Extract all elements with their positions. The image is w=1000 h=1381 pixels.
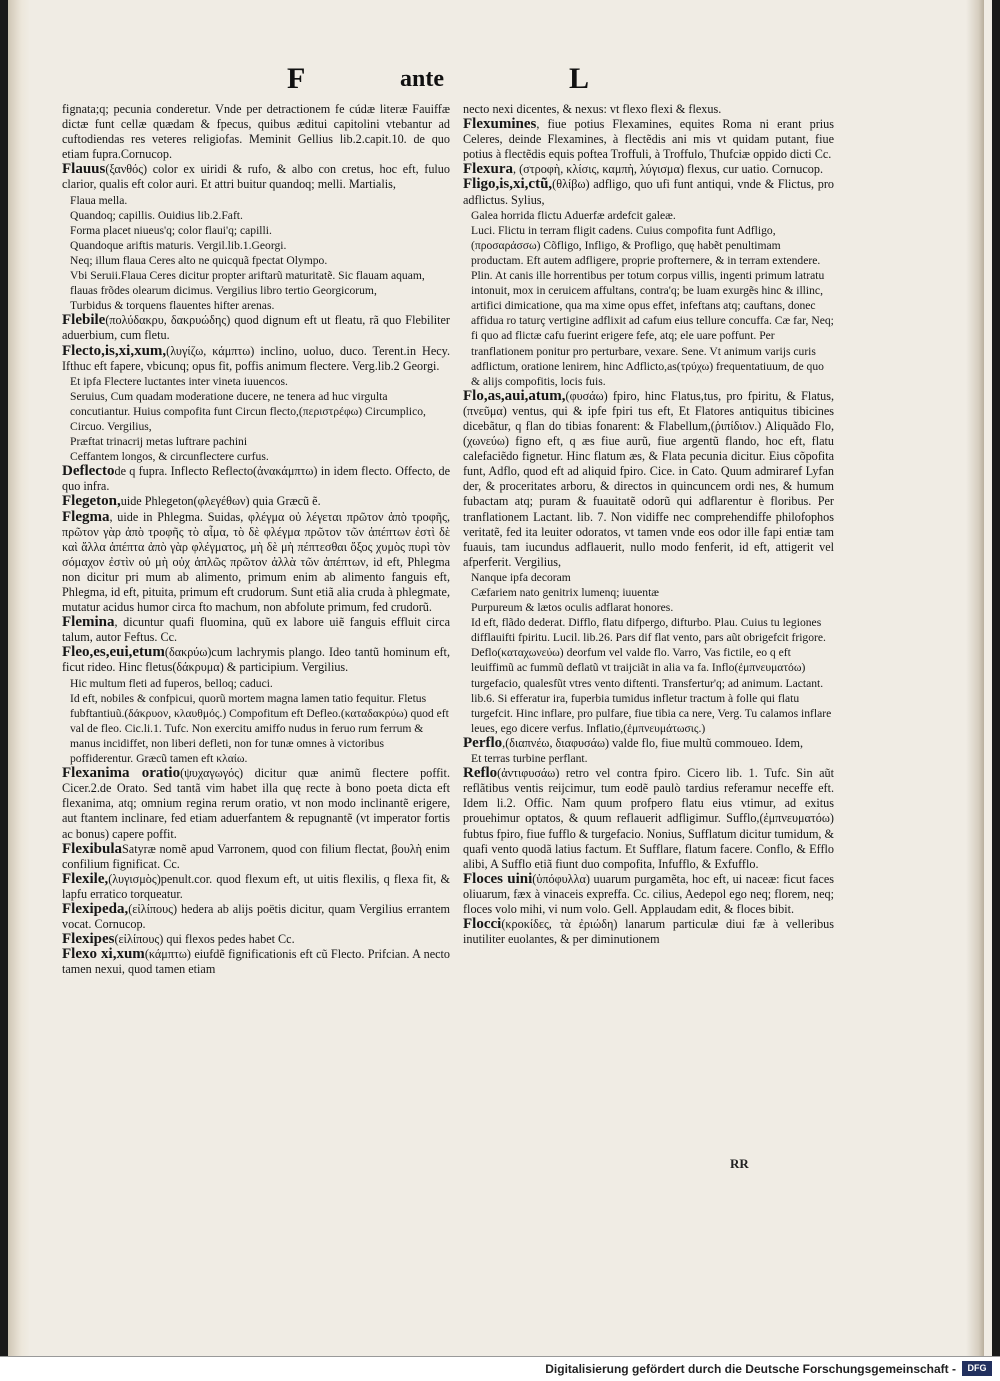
dictionary-entry [62, 932, 450, 947]
entry-text: (ξανθός) color ex uiridi & rufo, & albo con cretus, hoc eft, fuluo clarior, qualis eft color auri. Et attri buitur quandoq; melli. Martialis, [62, 162, 450, 192]
dictionary-entry [62, 615, 450, 645]
entry-headword: Flexo xi,xum [62, 946, 145, 963]
entry-headword: Flexanima oratio [62, 765, 181, 782]
entry-headword: Flegma [62, 508, 110, 525]
entry-text: , dicuntur quafi fluomina, quũ ex labore uiẽ fanguis effluit circa talum, autor Feftus. Cc. [62, 615, 450, 645]
quotation-line: Vbi Seruii.Flaua Ceres dicitur propter ariftarũ maturitatẽ. Sic flauam aquam, flauas frõdes olearum dicimus. Vergilius libro tertio Georgicorum, [70, 269, 425, 298]
entry-text: (δακρύω)cum lachrymis plango. Ideo tantũ hominum eft, ficut rideo. Hinc fletus(δάκρυμα) & participium. Vergilius. [62, 645, 450, 675]
entry-text: fignata;q; pecunia conderetur. Vnde per detractionem fe cúdæ literæ Fauiffæ dictæ funt cellæ quædam & fpecus, quibus æditui capitolini vtebantur ad cuftodiendas res veteres religiofas. Meminit Gellius lib.2.capit.10. de quo etiam fupra.Cornucop. [62, 102, 450, 162]
dfg-logo-icon: DFG [962, 1361, 992, 1376]
entry-headword: Fleo,es,eui,etum [62, 644, 165, 661]
entry-headword: Flexile, [62, 870, 109, 887]
dictionary-entry [62, 162, 450, 192]
dictionary-entry [463, 177, 834, 207]
entry-text: (ὑπόφυλλα) uuarum purgamẽta, hoc eft, ui naceæ: ficut faces oliuarum, fæx à vinaceis expreffa. Cc. cilius, Aedepol ego neq; florem, neq; floces volo mihi, vi num volo. Gell. Applaudam edit, & floces bibit. [463, 871, 834, 916]
quotation-line: Ceffantem longos, & circunflectere curfus. [70, 450, 269, 464]
dictionary-entry [463, 102, 834, 117]
dictionary-entry [62, 766, 450, 841]
dictionary-entry [463, 389, 834, 570]
page-gutter-left [8, 0, 30, 1356]
dictionary-entry [463, 917, 834, 947]
dictionary-entry [62, 494, 450, 509]
quotation-line: Forma placet niueus'q; color flaui'q; capilli. [70, 223, 272, 237]
page-gutter-right [966, 0, 984, 1356]
entry-headword: Deflecto [62, 463, 115, 480]
entry-text: (πολύδακρυ, δακρυώδης) quod dignum eft ut fleatu, rã quo Flebiliter aduerbium, cum fletu. [62, 313, 450, 343]
dictionary-entry [62, 344, 450, 374]
entry-headword: Flecto,is,xi,xum, [62, 342, 167, 359]
dictionary-entry [463, 872, 834, 917]
entry-headword: Perflo [463, 734, 503, 751]
quotation-line: Cæfariem nato genitrix lumenq; iuuentæ [471, 586, 660, 599]
quotation-line: Quandoq; capillis. Ouidius lib.2.Faft. [70, 208, 243, 222]
dictionary-entry [62, 102, 450, 162]
quotation-line: Neq; illum flaua Ceres alto ne quicquã fpectat Olympo. [70, 253, 328, 267]
dictionary-entry [62, 464, 450, 494]
quotation-line: Quandoque ariftis maturis. Vergil.lib.1.Georgi. [70, 238, 287, 252]
entry-headword: Flexura [463, 161, 513, 178]
entry-headword: Flauus [62, 161, 106, 178]
entry-text: (φυσάω) fpiro, hinc Flatus,tus, pro fpiritu, & Flatus,(πνεῦμα) ventus, qui & ipfe fpiri tus eft, Et Flatores antiquitus tibicines dicebãtur, q flan do tibias fonarent: & Flabellum,(ῥιπίδιον.) Aliquãdo Flo,(χωνεύω) figno eft, q æs fiue aurũ, fiue argentũ flando, hoc eft, flatu calefaciẽdo fignetur. Hinc flatum æs, & Flata pecunia dicitur. Eius cõpofita funt, Adflo, quod eft ad aliquid fpiro. Cice. in Cato. Quum admiraref Lyfan der, & proceritates arboru, & directos in quincuncem ordi nes, & humum fubactam atq; puram & fuauitatẽ odorũ qui adflarentur è floribus. Per tranflationem Lactant. lib. 7. Non vidiffe nec comprehendiffe philofophos veritatẽ, fed ita leuiter odoratos, vt tamen vnde eos odor ille fapi entiæ tam fuauis, tam iucundus adflauerit, nullo modo fenferit, id eft, attigerit vel afperferit. Vergilius, [463, 388, 834, 569]
entry-headword: Reflo [463, 765, 498, 782]
entry-text: (κάμπτω) eiufdẽ fignificationis eft cũ Flecto. Prifcian. A necto tamen nexui, quod tamen etiam [62, 947, 450, 977]
catchword: RR [730, 1156, 749, 1171]
footer-bar [0, 1356, 1000, 1381]
quotation-line: Et terras turbine perflant. [471, 752, 588, 766]
entry-text: (κροκίδες, τὰ ἐριώδη) lanarum particulæ diui fæ à velleribus inutiliter euolantes, & per diminutionem [463, 917, 834, 947]
entry-text: , (στροφὴ, κλίσις, καμπὴ, λύγισμα) flexus, cur uatio. Cornucop. [513, 162, 824, 177]
quotation-line: Galea horrida flictu Aduerfæ ardefcit galeæ. [471, 208, 676, 222]
quotation-line: Luci. Flictu in terram fligit cadens. Cuius compofita funt Adfligo,(προσαράσσω) Cõfligo, Infligo, & Profligo, quę habẽt penultimam productam. Eft autem adfligere, proprie profternere, & in terram extendere. Plin. At canis ille horrentibus per totum corpus villis, ingenti primum latratu intonuit, mox in ceruicem affultans, contra'q; be luam exurgẽs hinc & illinc, artifici dimicatione, qua ma xime opus effet, infeftans atq; cauftans, donec affidua ro taturç vertigine adflixit ad cafum eius tellure concuffa. Cæ far, Neq; fi quo ad flictæ cafu fuerint erigere fefe, atq; ele uare poffunt. Per tranflationem ponitur pro perturbare, vexare. Sene. Vt animum varijs curis adflictum, oratione lenirem, hinc Adflicto,as(τρύχω) frequentatiuum, de quo & alijs compofitis, locis fuis. [471, 223, 834, 388]
dictionary-entry [463, 736, 834, 751]
right-column [463, 102, 834, 947]
entry-text: , uide in Phlegma. Suidas, φλέγμα οὐ λέγεται πρῶτον ἀπὸ τροφῆς, πρῶτον γὰρ ἀπὸ τροφῆς τὸ αἷμα, τὸ δὲ φλέγμα πρῶτον τῶν ἀπέπτων ἐστὶ δὲ καὶ ἄλλα ἀπέπτα ἀπὸ γὰρ φλέγματος, μὴ δὲ μὴ πέπτεσθαι ὄξος χυμὸς πυρὶ τὸν σόμαχον ἐστὶν οὐ μὴ οὐχ ἁπλῶς πρῶτον ἀλλὰ τῶν ἀπέπτων, id eft, Phlegma non dicitur pri mum ab alimento, primum enim ab alimento fanguis eft, Phlegma, id eft, pituita, primum eft crudorum. Sunt etiã alia cruda à phlegmate, mutatur acidus humor circa fto machum, non abfolute primum, fed crudorũ. [62, 509, 450, 615]
quotation-line: Nanque ipfa decoram [471, 570, 571, 584]
quotation-line: Turbidus & torquens flauentes hifter arenas. [70, 299, 275, 313]
dictionary-entry [62, 645, 450, 675]
entry-text: (ψυχαγωγός) dicitur quæ animũ flectere poffit. Cicer.2.de Orato. Sed tantã vim habet illa quę recte à bono poeta dicta eft flexanima, atq; omnium regina rerum oratio, vt non modo inclinantẽ erigere, aut ftantem inclinare, fed etiam aduerfantem & repugnantẽ (vt imperator fortis ac bonus) capere poffit. [62, 766, 450, 841]
footer-credit: Digitalisierung gefördert durch die Deutsche Forschungsgemeinschaft - [545, 1362, 956, 1376]
entry-headword: Flo,as,aui,atum, [463, 387, 566, 404]
quotation-line: Purpureum & lætos oculis adflarat honores. [471, 601, 674, 615]
header-right-letter: L [569, 62, 590, 95]
entry-headword: Flexipeda, [62, 900, 129, 917]
entry-headword: Flebile [62, 312, 106, 329]
entry-text: (εἰλίπους) hedera ab alijs poëtis dicitur, quam Vergilius errantem vocat. Cornucop. [62, 901, 450, 932]
entry-headword: Flexibula [62, 840, 123, 857]
entry-text: Satyræ nomẽ apud Varronem, quod con filium flectat, βουλὴ enim confilium fignificat. Cc. [62, 841, 450, 871]
entry-headword: Flemina [62, 614, 115, 631]
entry-text: (λυγίζω, κάμπτω) inclino, uoluo, duco. Terent.in Hecy. Ifthuc eft fapere, vbicunq; opus fit, poffis animum flectere. Verg.lib.2 Georgi. [62, 343, 450, 373]
entry-text: , fiue potius Flexamines, equites Roma ni erant prius Celeres, deinde Flexamines, à flectẽdis ani mis vt quidam putant, fiue potius à flectẽdis equis poftea Troffuli, à Troffulo, Thufciæ oppido dicti Cc. [463, 117, 834, 162]
entry-text: (θλίβω) adfligo, quo ufi funt antiqui, vnde & Flictus, pro adflictus. Sylius, [463, 177, 834, 207]
running-header [0, 62, 1000, 102]
entry-headword: Flocci [463, 916, 502, 933]
entry-text: (ἀντιφυσάω) retro vel contra fpiro. Cicero lib. 1. Tufc. Sin aũt reflãtibus ventis reijcimur, tum eodẽ paulò tardius referamur neceffe eft. Idem li.2. Offic. Nam quum profpero flatu eius vtimur, ad exitus prouehimur optatos, & quum reflauerit adfligimur. Sufflo,(ἐμπνευματόω) fubtus fpiro, fiue fufflo & turgefacio. Nonius, Sufflatum dicitur tumidum, & quafi vento quodã latius factum. Et Sufflare, flatum facere. Conflo, & Efflo alibi, A Sufflo etiã fiunt duo compofita, Infufflo, & Exfufflo. [463, 766, 834, 871]
entry-headword: Flegeton, [62, 493, 121, 510]
dictionary-entry [62, 872, 450, 902]
header-middle-word: ante [400, 66, 444, 92]
header-left-letter: F [287, 62, 306, 95]
entry-text: ,(διαπνέω, διαφυσάω) valde flo, fiue multũ commoueo. Idem, [502, 735, 803, 750]
dictionary-entry [62, 313, 450, 343]
dictionary-entry [463, 117, 834, 162]
dictionary-entry [62, 510, 450, 616]
entry-text: uide Phlegeton(φλεγέθων) quia Græcũ ẽ. [120, 494, 321, 509]
entry-text: (εἰλίπους) qui flexos pedes habet Cc. [114, 932, 295, 947]
dictionary-entry [62, 947, 450, 977]
dictionary-entry [62, 902, 450, 932]
entry-text: necto nexi dicentes, & nexus: vt flexo flexi & flexus. [463, 102, 722, 116]
entry-headword: Flexipes [62, 931, 115, 948]
entry-headword: Floces uini [463, 870, 533, 887]
entry-text: de q fupra. Inflecto Reflecto(ἀνακάμπτω) in idem flecto. Offecto, de quo infra. [62, 464, 450, 494]
quotation-line: Id eft, nobiles & confpicui, quorũ mortem magna lamen tatio fequitur. Fletus fubftantiuũ.(δάκρυον, κλαυθμός.) Compofitum eft Defleo.(καταδακρύω) quod eft val de fleo. Cic.li.1. Tufc. Non exercitu amiffo nudus in feruo rum ferrum & manus incidiffet, non liberi defleti, non for tunæ omnes à victoribus poffiderentur. Græcũ tamen eft κλαίω. [70, 691, 449, 766]
entry-headword: Fligo,is,xi,ctũ, [463, 176, 553, 193]
entry-headword: Flexumines [463, 116, 537, 133]
quotation-line: Id eft, flãdo dederat. Difflo, flatu difpergo, difturbo. Plau. Cuius tu legiones difflauifti fpiritu. Lucil. lib.26. Pars dif flat vento, pars aũt obrigefcit frigore. Deflo(καταχωνεύω) deorfum vel valde flo. Varro, Vas fictile, eo q eft leuiffimũ ac fummũ deflatũ vt traijciãt in alia va fa. Inflo(ἐμπνευματόω) turgefacio, qualesfũt vtres vento diftenti. Transfertur'q; ad animum. Lactant. lib.6. Si efferatur ira, fuperbia tumidus infletur tractum à folle qui flatu turgefcit. Hinc inflare, pro pulfare, fiue tibia ca nere, Verg. Tu calamos inflare leues, ego dicere verfus. Inflatio,(ἐμπνευμάτωσις.) [471, 616, 832, 735]
dictionary-entry [62, 842, 450, 872]
quotation-line: Seruius, Cum quadam moderatione ducere, ne tenera ad huc virgulta concutiantur. Huius compofita funt Circun flecto,(περιστρέφω) Circumplico, Circuo. Vergilius, [70, 389, 426, 433]
dictionary-entry [463, 766, 834, 872]
quotation-line: Et ipfa Flectere luctantes inter vineta iuuencos. [70, 374, 288, 388]
quotation-line: Hic multum fleti ad fuperos, belloq; caduci. [70, 676, 273, 690]
quotation-line: Flaua mella. [70, 193, 128, 207]
left-column [62, 102, 450, 977]
entry-text: (λυγισμὸς)penult.cor. quod flexum eft, ut uitis flexilis, q flexa fit, & lapfu erratico torqueatur. [62, 871, 450, 901]
dictionary-entry [463, 162, 834, 177]
quotation-line: Præftat trinacrij metas luftrare pachini [70, 435, 248, 449]
